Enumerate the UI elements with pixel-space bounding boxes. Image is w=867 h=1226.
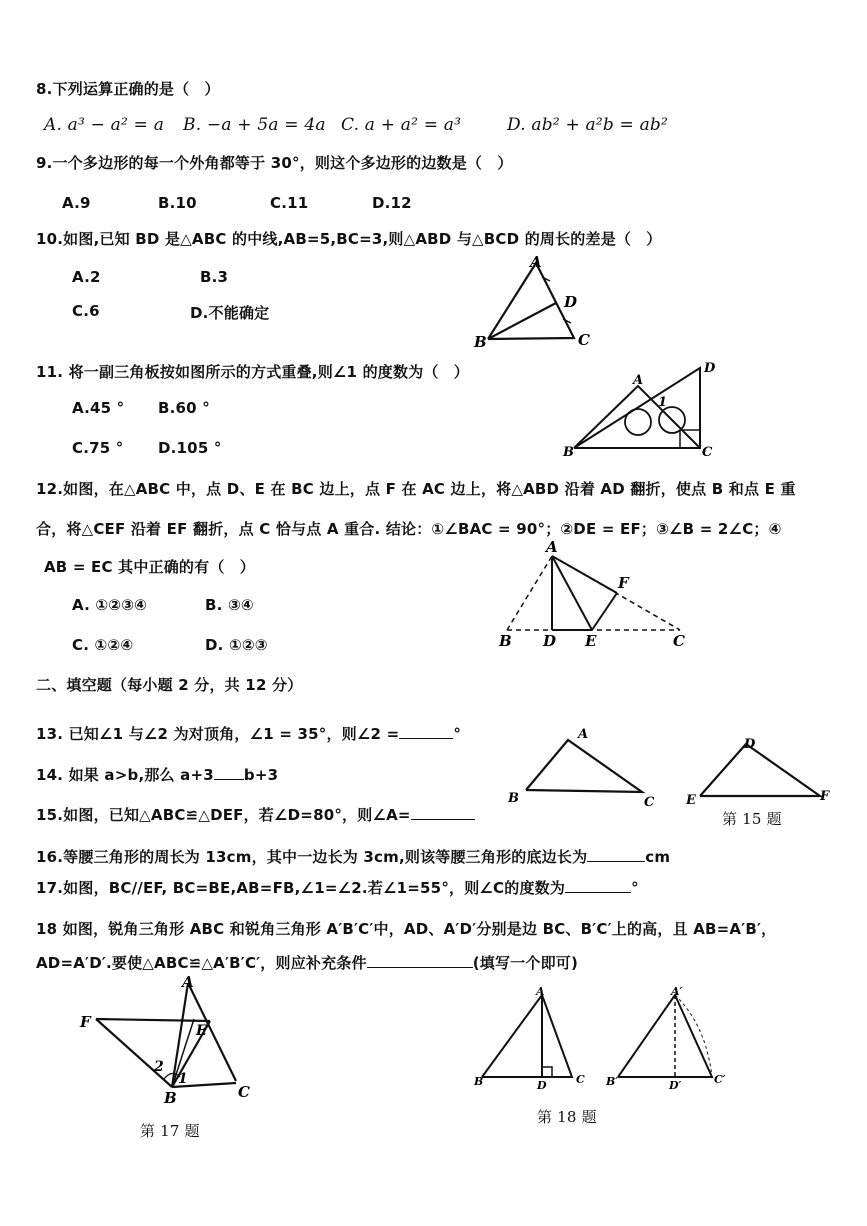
q11-option-d: D.105 °: [158, 439, 222, 457]
q10-label-c: C: [578, 331, 590, 349]
q17-label-f: F: [80, 1013, 91, 1031]
q17-label-b: B: [164, 1089, 177, 1107]
q18-pre: AD=A′D′.要使△ABC≌△A′B′C′，则应补充条件: [36, 954, 367, 972]
q15-label-b: B: [508, 791, 519, 806]
q11-label-c: C: [702, 445, 713, 460]
q15-line: [36, 804, 475, 825]
q12-label-b: B: [499, 632, 512, 650]
q11-label-d: D: [704, 361, 716, 376]
q17-label-angle-2: 2: [154, 1059, 164, 1075]
q17-label-a: A: [182, 973, 194, 991]
q10-option-b: B.3: [200, 268, 229, 286]
q17-label-c: C: [238, 1083, 250, 1101]
q12-option-c: C. ①②④: [72, 636, 134, 654]
q15-label-f: F: [820, 789, 830, 804]
q11-label-a: A: [633, 373, 644, 388]
q9-option-a: A.9: [62, 194, 91, 212]
q12-figure-fold: [495, 540, 695, 652]
q18-post: (填写一个即可): [472, 954, 579, 972]
q18-label-c-prime: C′: [714, 1073, 726, 1086]
q12-option-a: A. ①②③④: [72, 596, 148, 614]
q12-label-d: D: [543, 632, 557, 650]
q17-pre: 17.如图，BC//EF, BC=BE,AB=FB,∠1=∠2.若∠1=55°，则∠C的度数为: [36, 879, 566, 897]
q18-label-d: D: [537, 1079, 547, 1092]
q10-option-d: D.不能确定: [190, 304, 270, 322]
q15-label-d: D: [744, 737, 756, 752]
q18-caption: 第 18 题: [537, 1108, 597, 1126]
q15-label-a: A: [578, 727, 589, 742]
q11-option-b: B.60 °: [158, 399, 210, 417]
q14-line: [36, 764, 278, 785]
q10-figure-triangle: [470, 255, 610, 350]
q18-label-d-prime: D′: [669, 1079, 682, 1092]
q12-line3: AB = EC 其中正确的有（ ）: [44, 558, 255, 576]
q11-option-c: C.75 °: [72, 439, 124, 457]
q11-figure-set-squares: [560, 360, 730, 460]
q11-option-a: A.45 °: [72, 399, 125, 417]
q17-post: °: [631, 879, 639, 897]
q9-option-c: C.11: [270, 194, 309, 212]
q16-pre: 16.等腰三角形的周长为 13cm，其中一边长为 3cm,则该等腰三角形的底边长为: [36, 848, 588, 866]
q10-option-c: C.6: [72, 302, 100, 320]
q15-label-c: C: [644, 795, 655, 810]
q15-caption: 第 15 题: [722, 810, 782, 828]
q8-stem: 8.下列运算正确的是（ ）: [36, 80, 220, 98]
q10-label-b: B: [474, 333, 487, 351]
q15-label-e: E: [686, 793, 696, 808]
q18-label-b-prime: B′: [606, 1075, 619, 1088]
q8-option-a: A. a³ − a² = a: [44, 115, 165, 135]
q15-pre: 15.如图，已知△ABC≌△DEF，若∠D=80°，则∠A=: [36, 806, 411, 824]
q17-answer-blank[interactable]: [565, 878, 631, 893]
q10-label-d: D: [564, 293, 578, 311]
q9-option-b: B.10: [158, 194, 197, 212]
q12-label-a: A: [546, 538, 558, 556]
q14-pre: 14. 如果 a>b,那么 a+3: [36, 766, 214, 784]
q18-answer-blank[interactable]: [367, 953, 473, 968]
q12-line2: 合，将△CEF 沿着 EF 翻折，点 C 恰与点 A 重合. 结论：①∠BAC = 90°；②DE = EF；③∠B = 2∠C；④: [36, 520, 782, 538]
q18-figure: [470, 985, 740, 1090]
q12-line1: 12.如图，在△ABC 中，点 D、E 在 BC 边上，点 F 在 AC 边上，将△ABD 沿着 AD 翻折，使点 B 和点 E 重: [36, 480, 796, 498]
q14-post: b+3: [243, 766, 279, 784]
q18-line1: 18 如图，锐角三角形 ABC 和锐角三角形 A′B′C′中，AD、A′D′分别是边 BC、B′C′上的高，且 AB=A′B′，: [36, 920, 777, 938]
q10-label-a: A: [530, 253, 542, 271]
q18-line2: [36, 952, 578, 973]
q9-option-d: D.12: [372, 194, 412, 212]
q14-answer-blank[interactable]: [214, 765, 244, 780]
q16-answer-blank[interactable]: [587, 847, 645, 862]
q9-stem: 9.一个多边形的每一个外角都等于 30°，则这个多边形的边数是（ ）: [36, 154, 513, 172]
q12-label-e: E: [585, 632, 597, 650]
q13-line: [36, 723, 461, 744]
q18-label-a: A: [536, 985, 545, 998]
q12-option-d: D. ①②③: [205, 636, 268, 654]
q15-figure-congruent-triangles: [500, 728, 840, 808]
q12-option-b: B. ③④: [205, 596, 254, 614]
q12-label-c: C: [673, 632, 685, 650]
q10-stem: 10.如图,已知 BD 是△ABC 的中线,AB=5,BC=3,则△ABD 与△BCD 的周长的差是（ ）: [36, 230, 662, 248]
q13-post: °: [453, 725, 462, 743]
q11-label-angle-1: 1: [658, 395, 668, 410]
q17-label-e: E: [196, 1023, 207, 1039]
q17-figure: [76, 975, 276, 1105]
q8-option-d: D. ab² + a²b = ab²: [507, 115, 669, 135]
q8-option-b: B. −a + 5a = 4a: [183, 115, 326, 135]
q16-post: cm: [645, 848, 671, 866]
q11-stem: 11. 将一副三角板按如图所示的方式重叠,则∠1 的度数为（ ）: [36, 363, 470, 381]
q8-option-c: C. a + a² = a³: [341, 115, 462, 135]
q11-label-b: B: [563, 445, 574, 460]
q17-caption: 第 17 题: [140, 1122, 200, 1140]
section-2-heading: 二、填空题（每小题 2 分，共 12 分）: [36, 676, 303, 694]
q13-pre: 13. 已知∠1 与∠2 为对顶角，∠1 = 35°，则∠2 =: [36, 725, 400, 743]
q18-label-b: B: [474, 1075, 484, 1088]
q18-label-a-prime: A′: [671, 985, 683, 998]
q17-label-angle-1: 1: [178, 1071, 188, 1087]
q12-label-f: F: [618, 574, 629, 592]
q18-label-c: C: [576, 1073, 585, 1086]
q16-line: [36, 846, 670, 867]
q17-line: [36, 877, 639, 898]
q10-option-a: A.2: [72, 268, 101, 286]
q15-answer-blank[interactable]: [411, 805, 475, 820]
q13-answer-blank[interactable]: [399, 724, 453, 739]
